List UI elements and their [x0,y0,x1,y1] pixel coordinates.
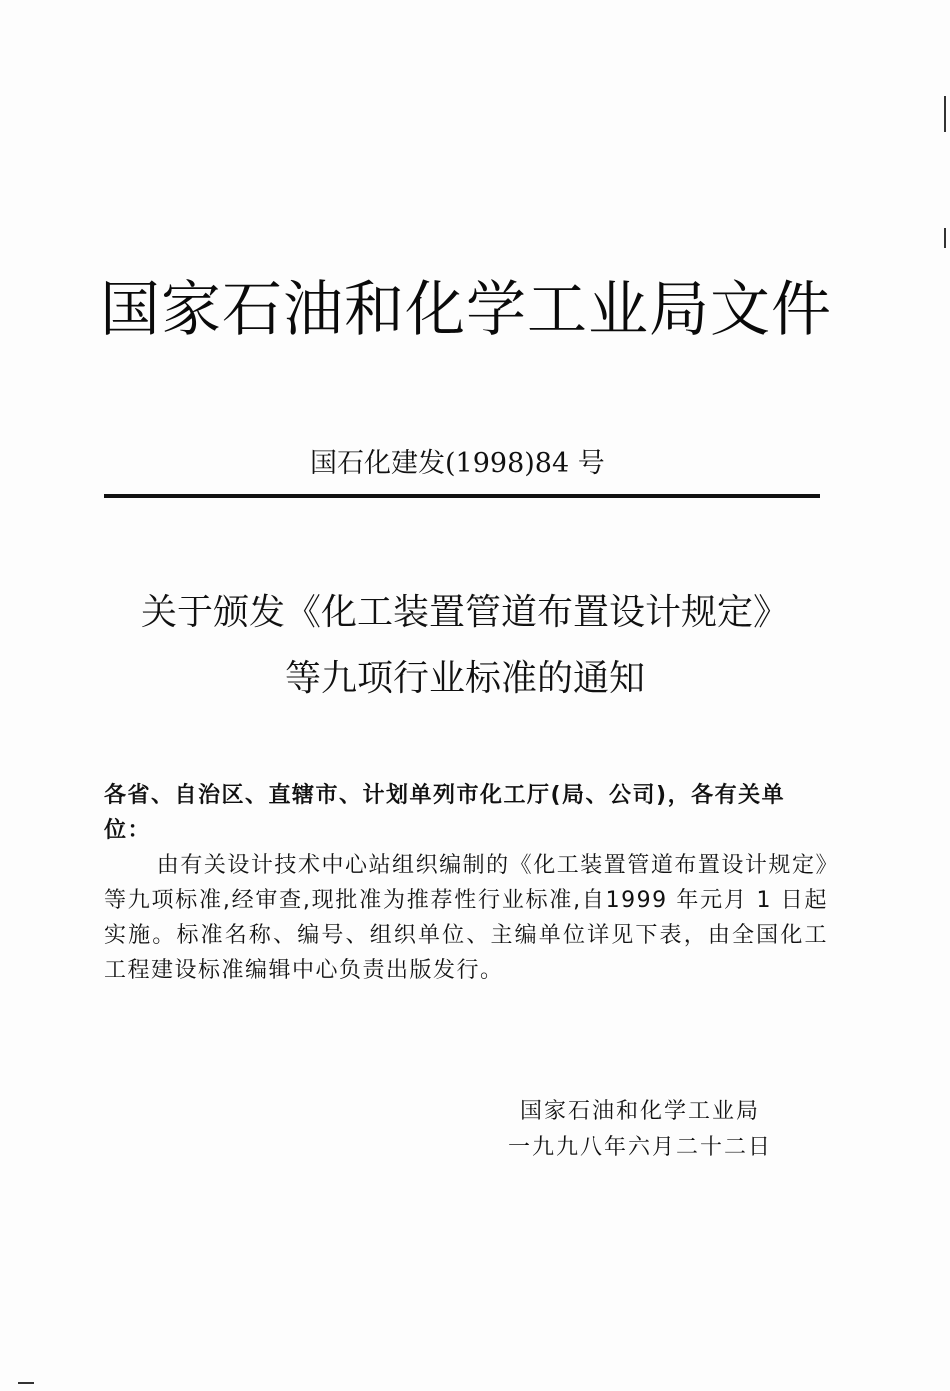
scan-mark-right-2 [944,228,946,248]
addressee: 各省、自治区、直辖市、计划单列市化工厅(局、公司)，各有关单位： [104,783,786,843]
signature-block [508,1094,772,1166]
document-header-title: 国家石油和化学工业局文件 [100,275,832,345]
scan-mark-bottom-left [18,1382,34,1384]
header-divider [104,494,820,498]
document-subject [100,580,830,712]
scan-mark-right-1 [944,96,946,132]
subject-line-1: 关于颁发《化工装置管道布置设计规定》 [140,592,789,633]
document-number: 国石化建发(1998)84 号 [310,448,605,479]
body-paragraph: 由有关设计技术中心站组织编制的《化工装置管道布置设计规定》等九项标准,经审查,现批准为推荐性行业标准,自1999 年元月 1 日起实施。标准名称、编号、组织单位、主编单位详见下表，由全国化工工程建设标准编辑中心负责出版发行。 [104,853,828,983]
subject-line-2: 等九项行业标准的通知 [284,658,645,699]
signature-date: 一九九八年六月二十二日 [508,1135,773,1160]
document-body [104,778,828,988]
signature-organization: 国家石油和化学工业局 [520,1099,761,1124]
